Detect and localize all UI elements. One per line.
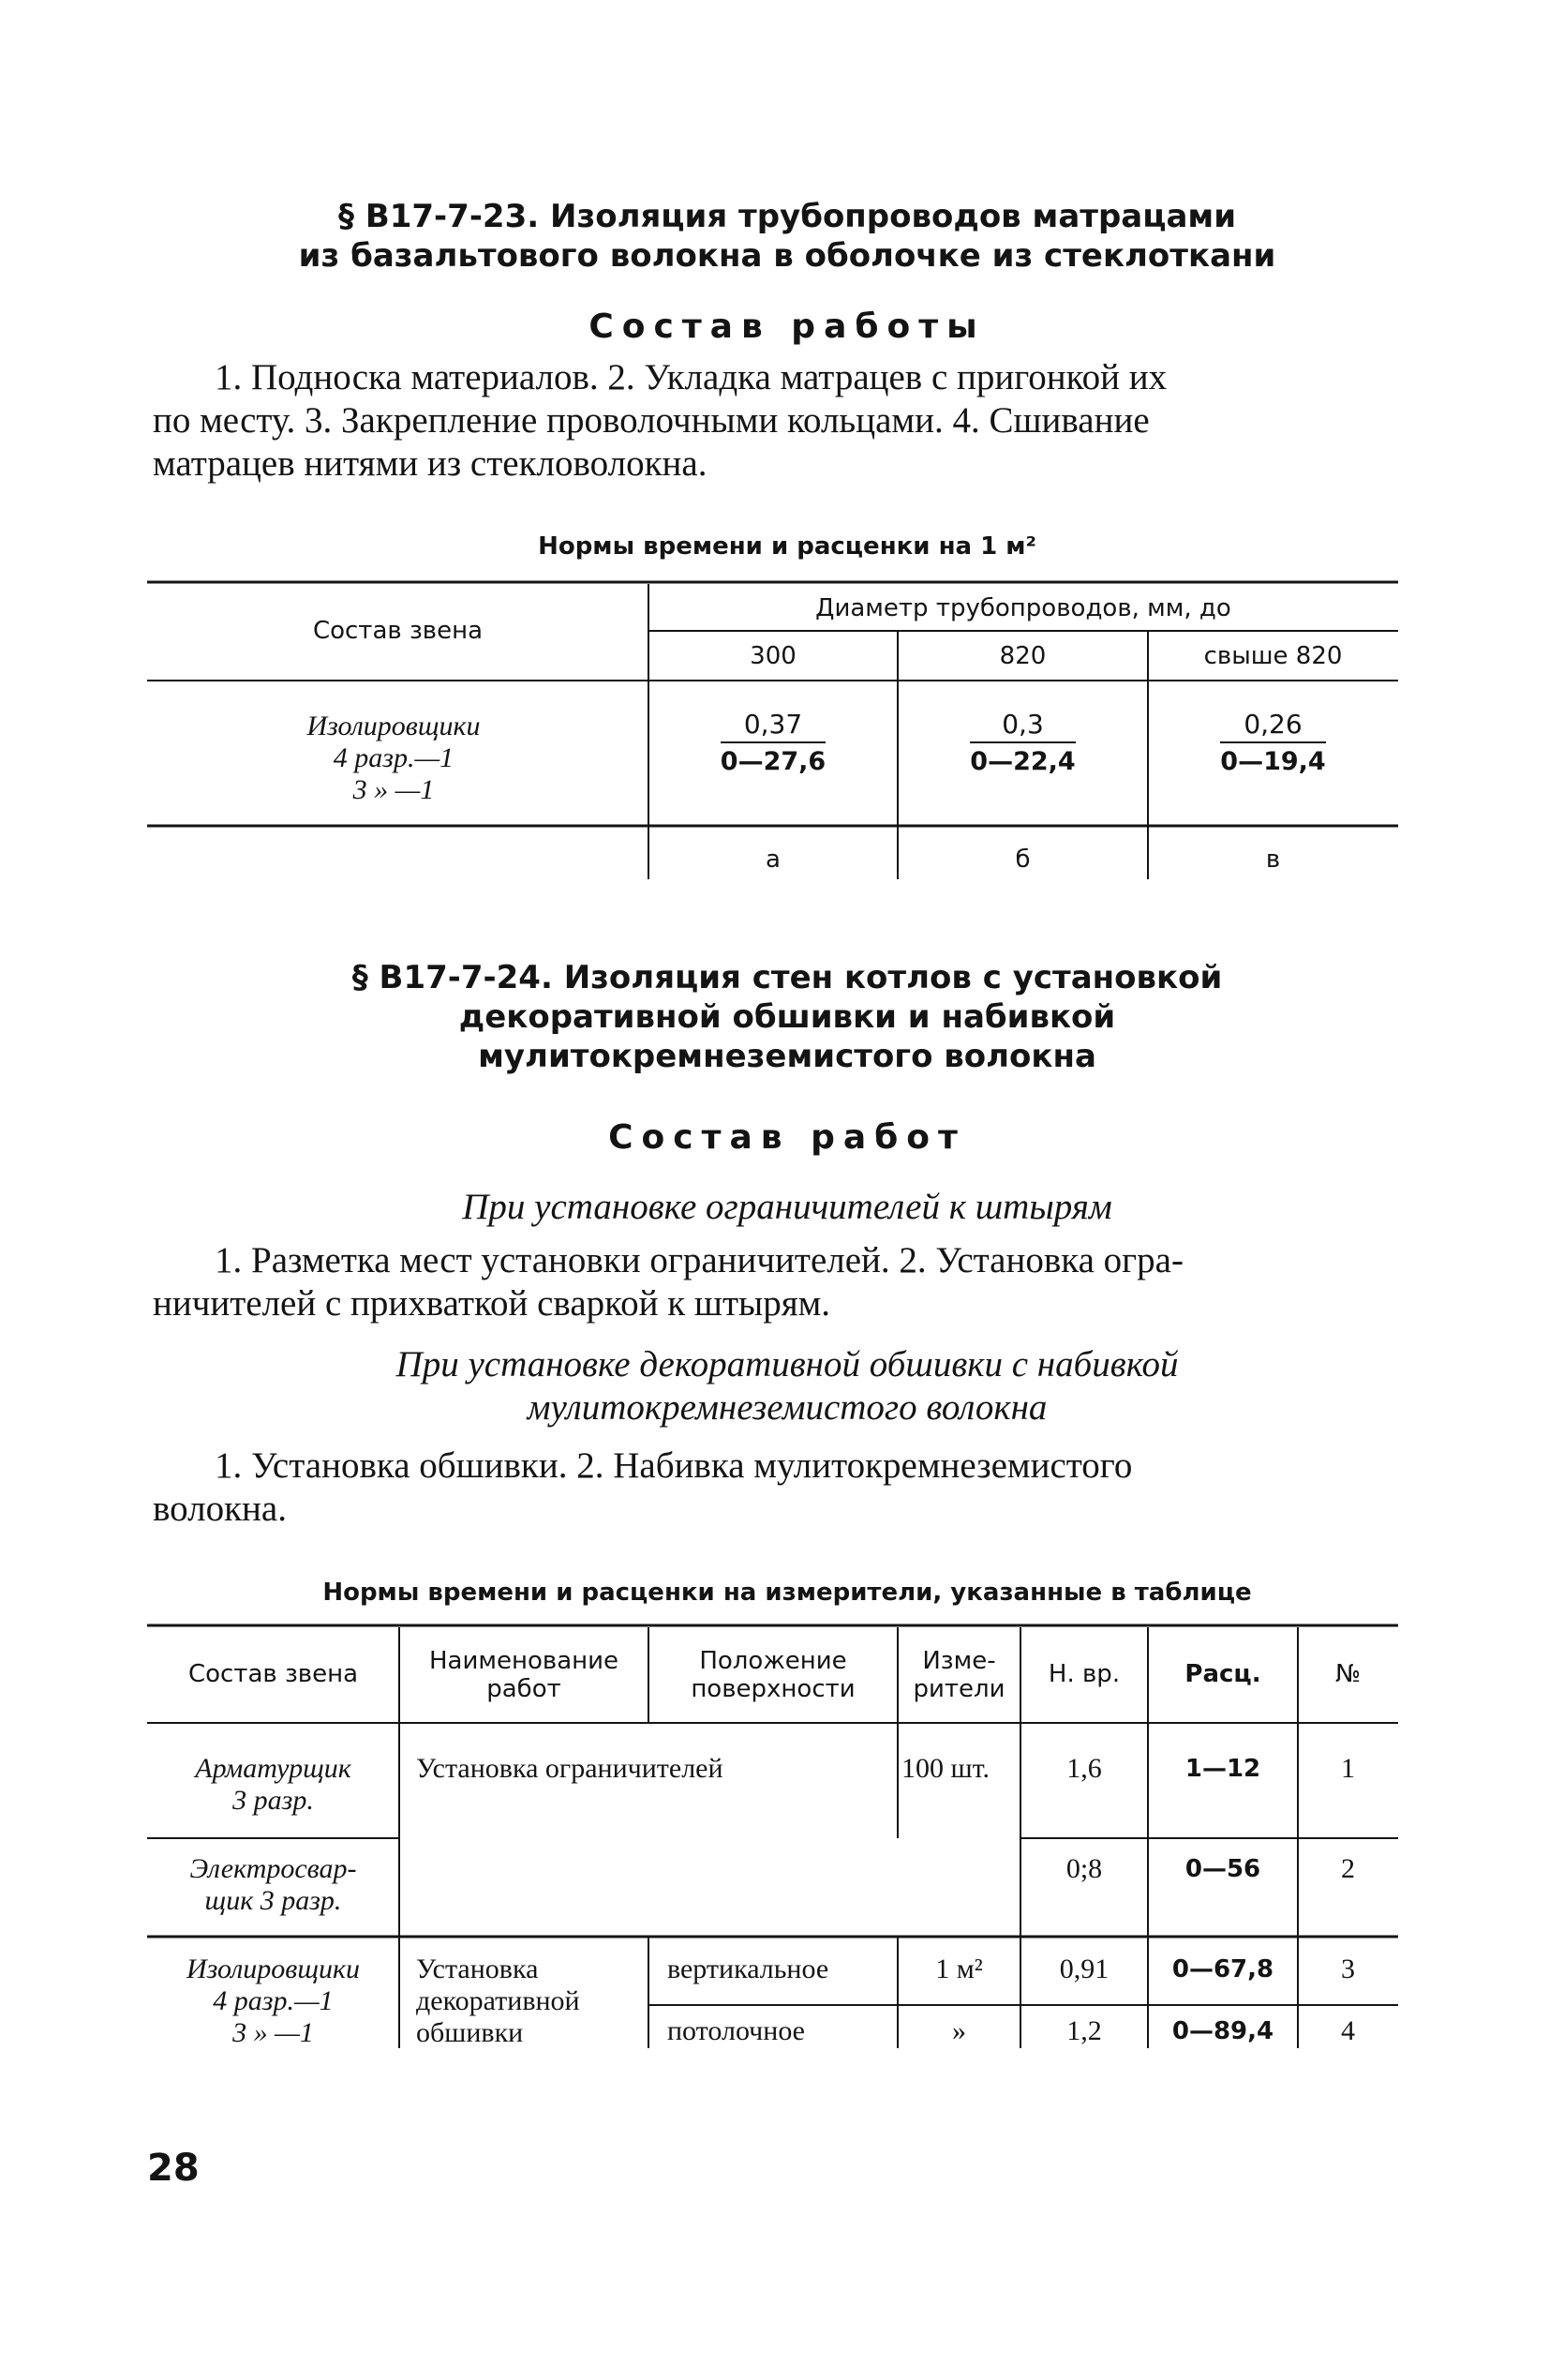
header-crew: Состав звена xyxy=(187,1660,359,1688)
surface-ceiling: потолочное xyxy=(667,2015,805,2046)
page-number: 28 xyxy=(147,2147,200,2190)
section-heading-line: мулитокремнеземистого волокна xyxy=(478,1038,1096,1075)
work-line: Установка xyxy=(416,1953,539,1984)
measure-cell: » xyxy=(952,2015,966,2046)
table-caption: Нормы времени и расценки на измерители, указанные в таблице xyxy=(322,1579,1252,1607)
text-line: ничителей с прихваткой сваркой к штырям. xyxy=(153,1283,831,1324)
norm-value: 0,37 xyxy=(721,709,826,743)
header-surface-position xyxy=(648,1647,898,1703)
header-line: Положение xyxy=(699,1647,847,1675)
table-row-crew xyxy=(147,1753,399,1817)
work-line: обшивки xyxy=(416,2017,524,2048)
norm-cell: 1,6 xyxy=(1066,1753,1102,1784)
table-caption: Нормы времени и расценки на 1 м² xyxy=(538,532,1036,561)
work-line: декоративной xyxy=(416,1985,580,2016)
work-composition-title: Состав работы xyxy=(588,307,986,346)
header-rate: Расц. xyxy=(1184,1660,1261,1688)
subheading-limiters: При установке ограничителей к штырям xyxy=(462,1187,1112,1227)
text-line: волокна. xyxy=(153,1489,287,1529)
crew-line: Арматурщик xyxy=(195,1753,351,1784)
column-index-b: б xyxy=(1015,846,1031,874)
text-line: матрацев нитями из стекловолокна. xyxy=(153,443,707,484)
header-number: № xyxy=(1334,1660,1362,1688)
crew-line: 3 разр. xyxy=(232,1785,314,1816)
header-work-name xyxy=(399,1647,648,1703)
number-cell: 4 xyxy=(1341,2015,1355,2046)
header-line: работ xyxy=(486,1675,561,1703)
crew-line: 3 » —1 xyxy=(352,774,435,805)
work-name-cladding xyxy=(416,1953,641,2049)
crew-line: 3 » —1 xyxy=(232,2017,314,2048)
crew-line: 4 разр.—1 xyxy=(213,1985,334,2016)
header-line: рители xyxy=(913,1675,1005,1703)
rate-cell: 1—12 xyxy=(1184,1755,1261,1783)
header-measure xyxy=(898,1647,1020,1703)
crew-line: Изолировщики xyxy=(306,711,481,741)
number-cell: 2 xyxy=(1341,1853,1355,1884)
header-crew: Состав звена xyxy=(312,617,484,645)
rate-cell: 0—89,4 xyxy=(1171,2017,1274,2045)
text-line: по месту. 3. Закрепление проволочными кольцами. 4. Сшивание xyxy=(153,400,1150,441)
number-cell: 1 xyxy=(1341,1753,1355,1784)
column-index-c: в xyxy=(1265,846,1281,874)
header-300: 300 xyxy=(750,642,797,670)
crew-line: щик 3 разр. xyxy=(204,1885,342,1916)
norm-cell: 0;8 xyxy=(1065,1853,1103,1884)
subheading-line: мулитокремнеземистого волокна xyxy=(527,1387,1048,1428)
section-heading-line: § В17-7-23. Изоляция трубопроводов матрацами xyxy=(337,198,1237,235)
rate-value: 0—27,6 xyxy=(720,747,827,776)
norm-value: 0,3 xyxy=(970,709,1075,743)
table-row-crew xyxy=(147,1953,399,2049)
norm-cell: 0,91 xyxy=(1059,1953,1110,1984)
measure-cell: 1 м² xyxy=(935,1953,983,1984)
header-norm: Н. вр. xyxy=(1048,1660,1121,1688)
crew-line: 4 разр.—1 xyxy=(333,742,454,773)
rate-cell: 0—67,8 xyxy=(1171,1955,1274,1983)
norm-value: 0,26 xyxy=(1220,709,1325,743)
subheading-line: При установке декоративной обшивки с набивкой xyxy=(395,1344,1179,1385)
rate-value: 0—19,4 xyxy=(1220,747,1326,776)
work-name-limiters: Установка ограничителей xyxy=(416,1753,723,1784)
header-above-820: свыше 820 xyxy=(1203,642,1343,670)
header-line: Наименование xyxy=(428,1647,619,1675)
work-composition-title: Состав работ xyxy=(608,1118,966,1157)
rate-value: 0—22,4 xyxy=(970,747,1076,776)
text-line: 1. Подноска материалов. 2. Укладка матрацев с пригонкой их xyxy=(215,357,1168,397)
text-line: 1. Разметка мест установки ограничителей. 2. Установка огра- xyxy=(215,1240,1184,1280)
table-row-crew xyxy=(147,1853,399,1917)
header-diameter: Диаметр трубопроводов, мм, до xyxy=(815,594,1231,622)
section-heading-line: декоративной обшивки и набивкой xyxy=(458,998,1116,1036)
column-index-a: а xyxy=(766,846,781,874)
header-820: 820 xyxy=(999,642,1047,670)
header-line: поверхности xyxy=(691,1675,856,1703)
crew-line: Изолировщики xyxy=(186,1953,360,1984)
number-cell: 3 xyxy=(1341,1953,1355,1984)
rate-cell: 0—56 xyxy=(1184,1855,1261,1883)
norm-cell: 1,2 xyxy=(1066,2015,1102,2046)
crew-line: Электросвар- xyxy=(189,1853,357,1884)
measure-cell: 100 шт. xyxy=(901,1753,990,1784)
text-line: 1. Установка обшивки. 2. Набивка мулитокремнеземистого xyxy=(215,1445,1133,1486)
section-heading-line: из базальтового волокна в оболочке из стеклоткани xyxy=(298,237,1276,275)
surface-vertical: вертикальное xyxy=(667,1953,829,1984)
section-heading-line: § В17-7-24. Изоляция стен котлов с установкой xyxy=(351,959,1223,996)
header-line: Изме- xyxy=(922,1647,996,1675)
